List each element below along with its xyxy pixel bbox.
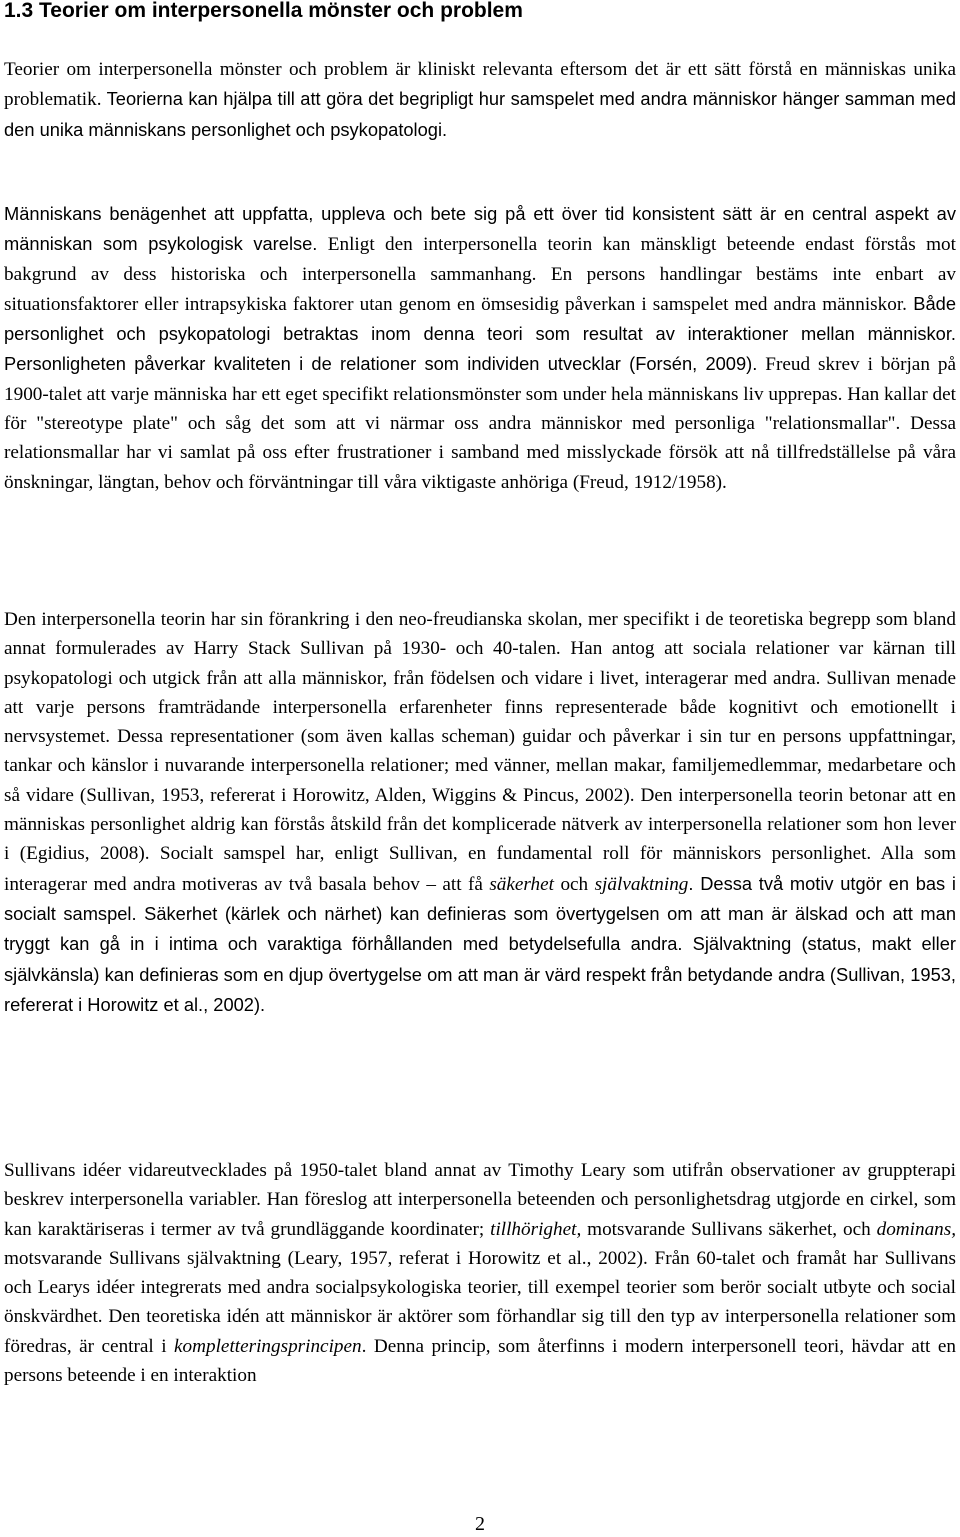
paragraph-consistency (4, 199, 956, 497)
text-fragment: motsvarande Sullivans självaktning (Leary, 1957, referat i Horowitz et al., 2002). Från 60-talet och framåt har Sullivans och Learys idéer integrerats med andra socialpsykologiska teorier, till exempel teorier som berör socialt utbyte och social önskvärdhet. (4, 1247, 956, 1328)
term-italic: självaktning (594, 873, 689, 895)
sentence: Han kallar det för "stereotype plate" och såg det som att vi närmar oss andra människor med personliga "relationsmallar". Dessa relationsmallar har vi samlat på oss efter frustrationer i samband med misslyckade försök att nå tillfredställelse på våra önskningar, längtan, behov och förväntningar till våra viktigaste anhöriga (Freud, 1912/1958). (4, 383, 956, 493)
sentence: Dessa representationer (som även kallas scheman) guidar och påverkar i sin tur en persons uppfattningar, tankar och känslor i nuvarande interpersonella relationer; med vänner, mellan makar, familjemedlemmar, medarbetare och så vidare (Sullivan, 1953, refererat i Horowitz, Alden, Wiggins & Pincus, 2002). (4, 726, 956, 806)
sentence: Människans benägenhet att uppfatta, uppleva och bete sig på ett över tid konsistent sätt är en central aspekt av människan som psykologisk varelse. (4, 203, 956, 255)
sentence: Personligheten påverkar kvaliteten i de relationer som individen utvecklar (Forsén, 2009). (4, 353, 758, 375)
sentence: Teorier om interpersonella mönster och problem är kliniskt relevanta eftersom det är ett sätt förstå en människas unika problematik. (4, 59, 956, 111)
term-italic: tillhörighet, (490, 1218, 582, 1240)
sentence: En persons handlingar bestäms inte enbart av situationsfaktorer eller intrapsykiska faktorer utan genom en ömsesidig påverkan i samspelet med andra människor. (4, 263, 956, 315)
sentence: Den interpersonella teorin har sin förankring i den neo-freudianska skolan, mer specifikt i de teoretiska begrepp som bland annat formulerades av Harry Stack Sullivan på 1930- och 40-talen. (4, 609, 956, 660)
sentence: Sullivan menade att varje persons framträdande interpersonella erfarenheter finns representerade både kognitivt och emotionellt i nervsystemet. (4, 667, 957, 748)
paragraph-sullivan (4, 605, 956, 1020)
text-fragment: . (361, 1335, 367, 1357)
sentence: . Dessa två motiv utgör en bas i socialt samspel. (4, 872, 956, 924)
page-number: 2 (475, 1513, 485, 1535)
sentence: Den teoretiska idén att människor är aktörer som förhandlar sig till den typ av interpersonella relationer som föredras, är central i (4, 1306, 956, 1357)
sentence: Enligt den interpersonella teorin kan mänskligt beteende endast förstås mot bakgrund av dess historiska och interpersonella sammanhang. (4, 234, 956, 285)
sentence: Den interpersonella teorin betonar att en människas personlighet aldrig kan förstås åtskild från det komplicerade nätverk av interpersonella relationer som hon lever i (Egidius, 2008). (4, 784, 956, 865)
sentence: Socialt samspel har, enligt Sullivan, en fundamental roll för människors personlighet. (149, 843, 872, 865)
section-heading: 1.3 Teorier om interpersonella mönster och problem (4, 0, 523, 22)
sentence: Freud skrev i början på 1900-talet att varje människa har ett eget specifikt relationsmönster som under hela människans liv upprepas. (4, 354, 956, 405)
text-fragment: och (554, 873, 595, 895)
sentence: Han antog att sociala relationer var kärnan till psykopatologi och utgick från att alla människor, från födelsen och vidare i livet, interagerar med andra. (4, 638, 956, 689)
term-italic: kompletteringsprincipen (174, 1335, 362, 1357)
sentence: Självaktning (status, makt eller självkänsla) kan definieras som en djup övertygelse om att man är värd respekt från betydande andra (Sullivan, 1953, refererat i Horowitz et al., 2002). (4, 933, 956, 1015)
sentence: Sullivans idéer vidareutvecklades på 1950-talet bland annat av Timothy Leary som utifrån observationer av gruppterapi beskrev interpersonella variabler. Han föreslog att interpersonella beteenden och personlighetsdrag utgjorde en cirkel, som kan karaktäriseras i termer av två grundläggande koordinater; (4, 1160, 956, 1240)
sentence: Teorierna kan hjälpa till att göra det begripligt hur samspelet med andra människor hänger samman med den unika människans personlighet och psykopatologi. (4, 88, 956, 140)
sentence: Alla som interagerar med andra motiveras av två basala behov – att få (4, 843, 956, 895)
paragraph-leary (4, 1156, 956, 1390)
sentence: Denna princip, som återfinns i modern interpersonell teori, hävdar att en persons beteende i en interaktion (4, 1335, 956, 1387)
term-italic: säkerhet (489, 873, 554, 895)
term-italic: dominans, (876, 1218, 957, 1240)
sentence: Både personlighet och psykopatologi betraktas inom denna teori som resultat av interaktioner mellan människor. (4, 292, 956, 345)
paragraph-intro (4, 55, 956, 145)
sentence: Säkerhet (kärlek och närhet) kan definieras som övertygelsen om att man är älskad och att man tryggt kan gå in i intima och varaktiga förhållanden med betydelsefulla andra. (4, 902, 956, 955)
text-fragment: motsvarande Sullivans säkerhet, och (581, 1218, 877, 1240)
